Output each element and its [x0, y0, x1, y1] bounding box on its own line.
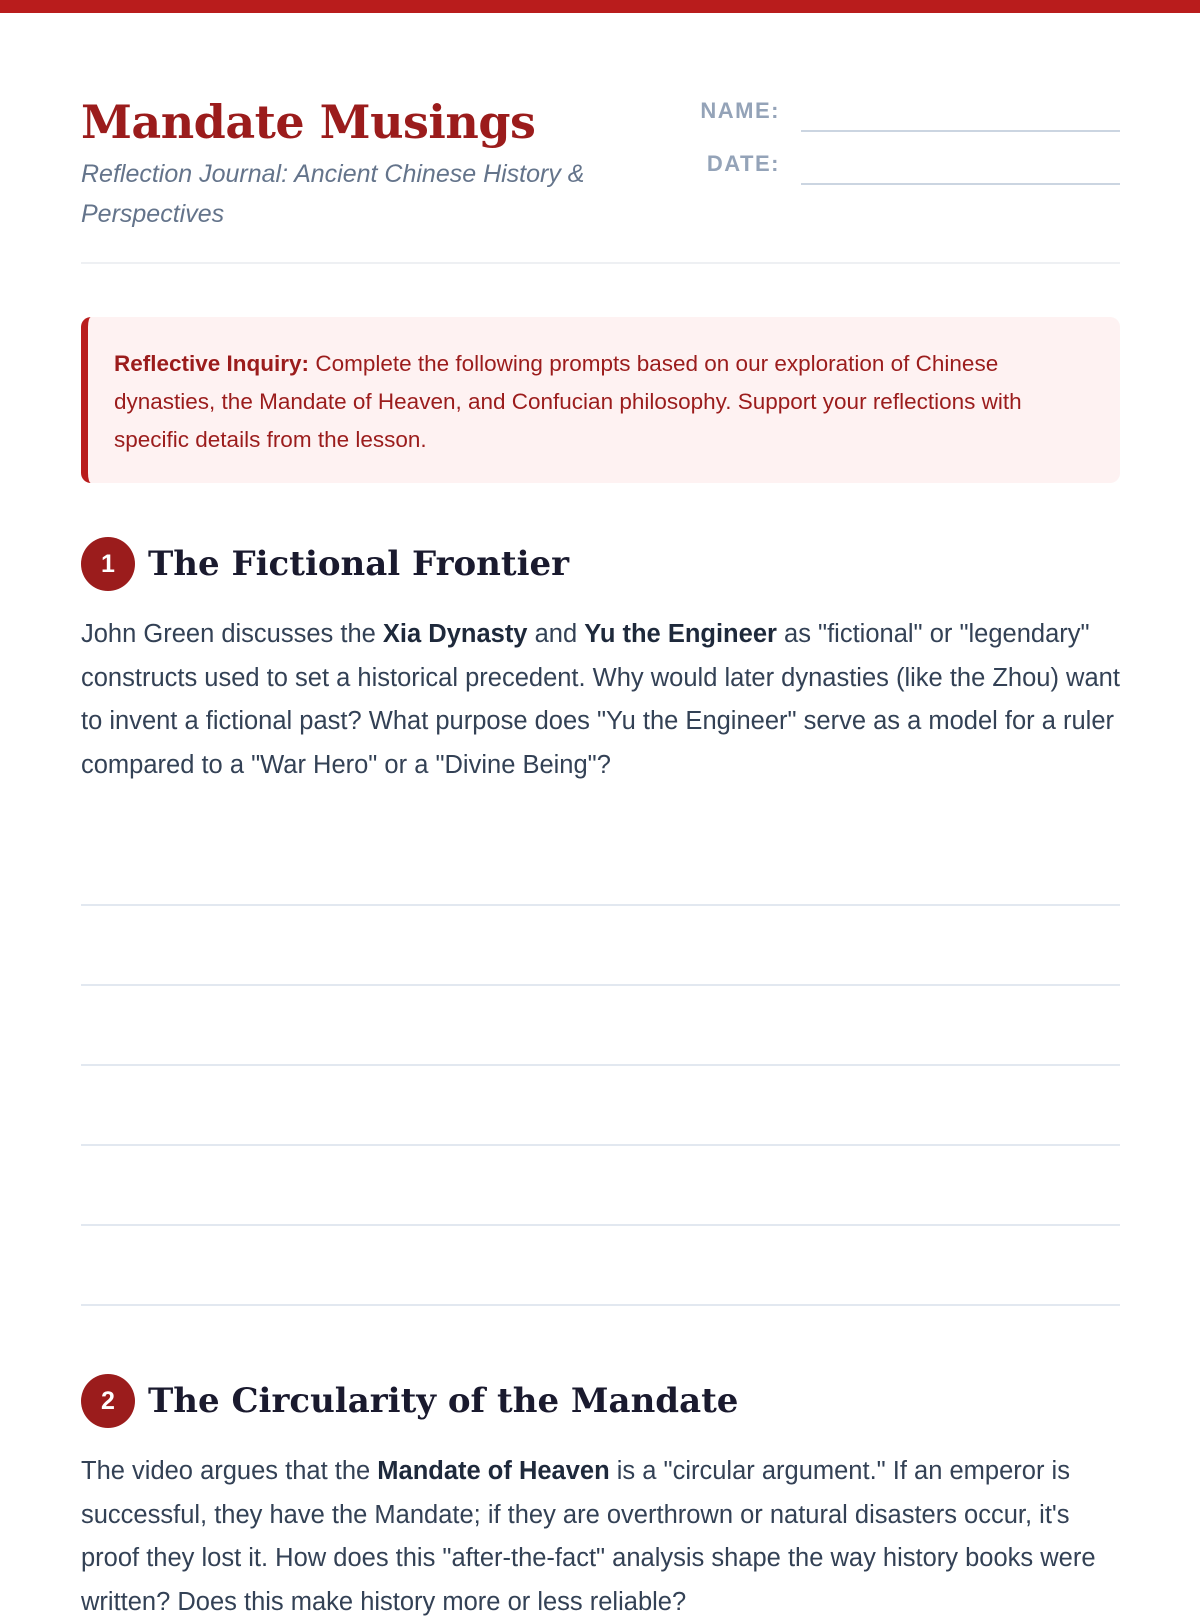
- callout-label: Reflective Inquiry:: [114, 351, 310, 376]
- prompt-text: as "fictional" or "legendary" constructs used to set a historical precedent. Why would later dynasties (like the Zhou) want to invent a fictional past? What purpose does "Yu the Engineer" serve as a model for a ruler compared to a "War Hero" or a "Divine Being"?: [81, 620, 1120, 779]
- instructions-callout: [81, 317, 1120, 483]
- section-title: The Circularity of the Mandate: [148, 1381, 739, 1421]
- answer-line[interactable]: [81, 1224, 1120, 1226]
- answer-line[interactable]: [81, 984, 1120, 986]
- name-label: NAME:: [700, 98, 780, 123]
- date-line[interactable]: [801, 183, 1120, 185]
- prompt-section-2: [81, 1374, 1120, 1616]
- section-heading: [81, 537, 1120, 591]
- answer-line[interactable]: [81, 904, 1120, 906]
- date-field[interactable]: [681, 145, 1120, 185]
- section-prompt: [81, 1450, 1120, 1624]
- page-title: Mandate Musings: [81, 95, 536, 149]
- section-prompt: [81, 613, 1120, 787]
- answer-line[interactable]: [81, 1144, 1120, 1146]
- name-field[interactable]: [681, 92, 1120, 132]
- section-heading: [81, 1374, 1120, 1428]
- page-subtitle: Reflection Journal: Ancient Chinese History & Perspectives: [81, 160, 585, 228]
- prompt-text: John Green discusses the: [81, 620, 383, 648]
- prompt-text: is a "circular argument." If an emperor is successful, they have the Mandate; if they are overthrown or natural disasters occur, it's proof they lost it. How does this "after-the-fact" analysis shape the way history books were written? Does this make history more or less reliable?: [81, 1457, 1096, 1616]
- prompt-text: and: [527, 620, 585, 648]
- callout-body: Complete the following prompts based on our exploration of Chinese dynasties, the Mandate of Heaven, and Confucian philosophy. Support your reflections with specific details from the lesson.: [114, 351, 1022, 452]
- answer-line[interactable]: [81, 1064, 1120, 1066]
- section-number-badge: 1: [81, 537, 135, 591]
- section-number-badge: 2: [81, 1374, 135, 1428]
- name-line[interactable]: [801, 130, 1120, 132]
- prompt-keyword: Yu the Engineer: [584, 620, 777, 648]
- page-header: [81, 92, 1120, 264]
- callout-text: [114, 345, 1090, 459]
- section-title: The Fictional Frontier: [148, 544, 570, 584]
- answer-line[interactable]: [81, 1304, 1120, 1306]
- top-accent-bar: [0, 0, 1200, 13]
- prompt-text: The video argues that the: [81, 1457, 378, 1485]
- date-label: DATE:: [706, 151, 780, 176]
- prompt-keyword: Xia Dynasty: [382, 620, 528, 648]
- prompt-section-1: [81, 537, 1120, 1307]
- prompt-keyword: Mandate of Heaven: [377, 1457, 610, 1485]
